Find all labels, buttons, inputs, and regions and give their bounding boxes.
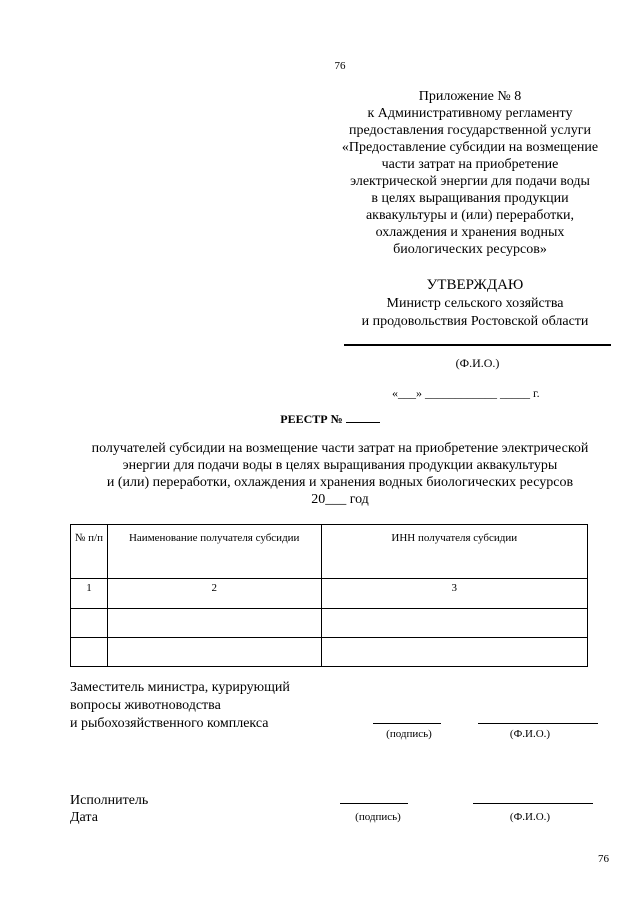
deputy-fio-blank <box>478 723 598 724</box>
approval-title: УТВЕРЖДАЮ <box>426 277 524 293</box>
table-cell <box>71 609 108 638</box>
approval-block <box>340 276 610 331</box>
appendix-line: части затрат на приобретение <box>381 157 559 172</box>
approval-signature-line <box>344 344 611 346</box>
table-column-index-row <box>71 579 588 609</box>
deputy-fio-caption: (Ф.И.О.) <box>509 728 551 740</box>
table-cell <box>107 609 321 638</box>
page-number-bottom: 76 <box>598 853 609 865</box>
column-header-number: № п/п <box>71 525 108 579</box>
deputy-signature-caption: (подпись) <box>386 728 432 740</box>
appendix-line: в целях выращивания продукции <box>371 191 569 206</box>
appendix-line: Приложение № 8 <box>418 89 522 104</box>
appendix-line: аквакультуры и (или) переработки, <box>365 208 575 223</box>
approval-position-line: Министр сельского хозяйства <box>386 296 564 311</box>
page-number-top: 76 <box>334 60 346 72</box>
appendix-line: «Предоставление субсидии на возмещение <box>341 140 599 155</box>
registry-table <box>70 524 588 667</box>
column-index: 1 <box>71 579 108 609</box>
appendix-line: электрической энергии для подачи воды <box>350 174 590 189</box>
registry-description-line: получателей субсидии на возмещение части затрат на приобретение электрической <box>91 441 589 456</box>
column-index: 3 <box>321 579 587 609</box>
table-row <box>71 609 588 638</box>
deputy-line: вопросы животноводства <box>70 698 221 713</box>
appendix-line: охлаждения и хранения водных <box>375 225 565 240</box>
registry-title-text: РЕЕСТР № <box>280 412 343 426</box>
approval-date: «___» ____________ _____ г. <box>392 386 540 400</box>
approval-position-line: и продовольствия Ростовской области <box>361 314 589 329</box>
appendix-line: к Административному регламенту <box>367 106 573 121</box>
column-index: 2 <box>107 579 321 609</box>
executor-signature-caption: (подпись) <box>355 811 401 823</box>
executor-block <box>70 792 148 826</box>
executor-fio-caption: (Ф.И.О.) <box>509 811 551 823</box>
table-row <box>71 638 588 667</box>
registry-description-line: и (или) переработки, охлаждения и хранения водных биологических ресурсов <box>106 475 574 490</box>
table-cell <box>321 609 587 638</box>
table-cell <box>71 638 108 667</box>
deputy-line: и рыбохозяйственного комплекса <box>70 716 269 731</box>
deputy-signature-blank <box>373 723 441 724</box>
deputy-position <box>70 679 290 733</box>
table-cell <box>107 638 321 667</box>
column-header-inn: ИНН получателя субсидии <box>321 525 587 579</box>
appendix-heading <box>320 88 620 258</box>
approval-fio-caption: (Ф.И.О.) <box>455 356 500 370</box>
appendix-line: предоставления государственной услуги <box>349 123 591 138</box>
executor-signature-blank <box>340 803 408 804</box>
executor-fio-blank <box>473 803 593 804</box>
column-header-name: Наименование получателя субсидии <box>107 525 321 579</box>
registry-number-blank <box>346 422 380 423</box>
executor-label: Исполнитель <box>70 793 149 808</box>
appendix-line: биологических ресурсов» <box>393 242 547 257</box>
date-label: Дата <box>70 810 98 825</box>
registry-year-line: 20___ год <box>311 492 369 507</box>
registry-description <box>40 440 640 508</box>
table-header-row <box>71 525 588 579</box>
table-cell <box>321 638 587 667</box>
registry-description-line: энергии для подачи воды в целях выращивания продукции аквакультуры <box>122 458 558 473</box>
registry-title <box>0 412 640 427</box>
deputy-line: Заместитель министра, курирующий <box>70 680 290 695</box>
